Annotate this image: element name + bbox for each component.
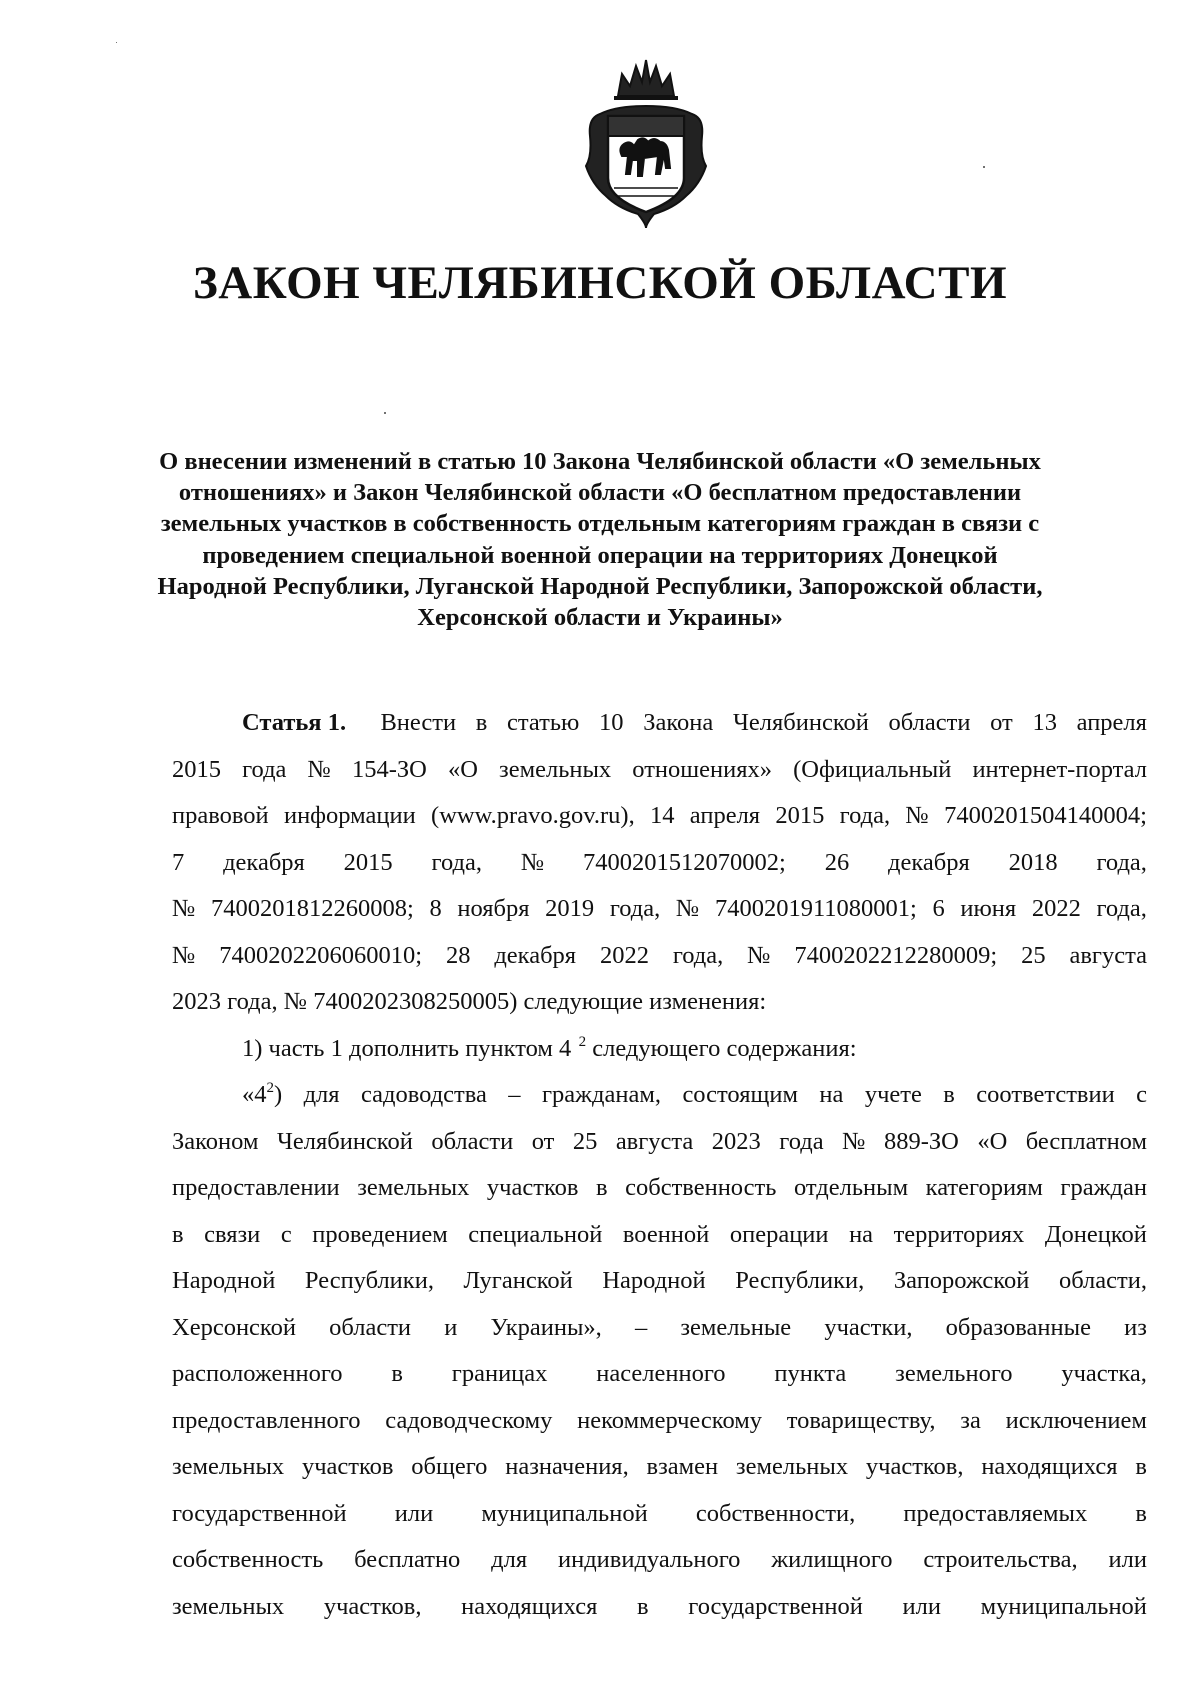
word: гражданам, (541, 1081, 662, 1108)
word: – (634, 1313, 648, 1341)
word: государственной (172, 1499, 347, 1527)
word: 7400201504140004; (944, 802, 1147, 829)
word: предоставлении (172, 1174, 340, 1201)
quote-open-text: «4 (242, 1081, 267, 1108)
word: в (391, 1360, 403, 1387)
word: Украины», (490, 1313, 602, 1341)
word: августа (615, 1127, 694, 1155)
word: в (172, 1220, 184, 1248)
word: 2018 (1008, 848, 1058, 876)
word: № (172, 895, 196, 922)
word: 7400202212280009; (794, 941, 998, 969)
word: в (475, 709, 488, 736)
word: 2015 (775, 802, 825, 829)
word: государственной (688, 1592, 863, 1620)
word: граждан (1060, 1174, 1147, 1201)
word: отдельным (793, 1174, 909, 1201)
text-line (172, 1212, 1147, 1259)
word: земельных (357, 1174, 470, 1201)
word: Закона (643, 709, 714, 736)
subtitle-line: отношениях» и Закон Челябинской области «О бесплатном предоставлении (178, 479, 1022, 507)
coat-of-arms-emblem (578, 56, 714, 234)
word: года (779, 1127, 824, 1155)
word: в (1135, 1499, 1147, 1527)
word: земельных (735, 1453, 849, 1480)
word: специальной (468, 1220, 603, 1248)
subtitle-line: О внесении изменений в статью 10 Закона Челябинской области «О земельных (159, 448, 1041, 475)
word: 25 (1021, 941, 1046, 969)
word: земельных (499, 755, 612, 783)
word: 889-ЗО (883, 1127, 959, 1155)
word: декабря (223, 848, 305, 876)
word: Внести (380, 709, 457, 736)
article-1-first-line (172, 700, 1147, 747)
word: № (905, 802, 929, 829)
quote-sup: 2 (266, 1080, 274, 1096)
word: расположенного (172, 1360, 343, 1387)
word: состоящим (682, 1081, 798, 1108)
word: учете (864, 1081, 922, 1108)
word: земельных (172, 1453, 285, 1480)
quote-lines (172, 1119, 1147, 1631)
text-line (172, 1537, 1147, 1584)
word: 2023 (711, 1127, 761, 1155)
word: года, (1096, 895, 1147, 922)
word: области (888, 709, 971, 736)
word: находящихся (461, 1592, 598, 1620)
text-line (172, 933, 1147, 980)
law-body (172, 700, 1147, 1630)
word: бесплатном (1025, 1127, 1147, 1155)
word: отношениях» (632, 755, 773, 783)
article-label: Статья 1. (242, 709, 347, 736)
word: военной (622, 1220, 710, 1248)
quote-open (242, 1072, 282, 1119)
word: Луганской (463, 1267, 573, 1294)
word: границах (451, 1360, 548, 1387)
text-line (172, 1258, 1147, 1305)
word: исключением (1005, 1406, 1147, 1434)
word: участков (301, 1453, 394, 1480)
word: 7400201512070002; (583, 848, 786, 876)
word: населенного (596, 1360, 726, 1387)
text-line (172, 840, 1147, 887)
word: садоводства (360, 1081, 487, 1108)
word: 13 (1032, 709, 1057, 736)
text-line (172, 1491, 1147, 1538)
word: интернет-портал (972, 755, 1147, 783)
word: 2015 (172, 755, 221, 783)
word: 26 (824, 848, 850, 876)
word: 154-ЗО (352, 755, 427, 783)
word: 10 (599, 709, 624, 736)
word: Законом (172, 1127, 259, 1155)
word: собственность (625, 1174, 777, 1201)
word: или (902, 1592, 941, 1620)
text-line (172, 1398, 1147, 1445)
scan-speck (983, 166, 985, 168)
word: 2022 (599, 941, 649, 969)
word: 8 (429, 895, 442, 922)
word: в (595, 1174, 608, 1201)
word: в (637, 1592, 649, 1620)
word: земельные (680, 1313, 792, 1341)
word: участка, (1061, 1360, 1147, 1387)
text-line (172, 886, 1147, 933)
word: или (394, 1499, 434, 1527)
word: 7400201812260008; (211, 895, 414, 922)
text-line (172, 1444, 1147, 1491)
word: участков, (865, 1453, 964, 1480)
word: декабря (888, 848, 970, 876)
word: 2022 (1031, 895, 1081, 922)
item-1-text (242, 1026, 864, 1073)
word: общего (411, 1453, 488, 1480)
word: строительства, (923, 1546, 1078, 1573)
word: (www.pravo.gov.ru), (431, 802, 635, 829)
word: предоставляемых (903, 1499, 1088, 1527)
word: статью (507, 709, 580, 736)
word: 6 (932, 895, 945, 922)
text-line (172, 1584, 1147, 1631)
text-line (172, 1305, 1147, 1352)
word: июня (960, 895, 1017, 922)
word: муниципальной (980, 1592, 1147, 1620)
word: года, (672, 941, 724, 969)
word: года, (1096, 848, 1147, 876)
subtitle-line: земельных участков в собственность отдельным категориям граждан в связи с (160, 510, 1040, 538)
word: 14 (649, 802, 675, 829)
text-line (172, 1351, 1147, 1398)
word: года, (431, 848, 482, 876)
word: правовой (172, 802, 269, 829)
word: некоммерческому (577, 1406, 762, 1434)
word: 7 (172, 848, 185, 876)
word: для (303, 1081, 340, 1108)
article-1-lines (172, 747, 1147, 1026)
word: области (329, 1313, 412, 1341)
word: № (172, 941, 196, 969)
word: категориям (925, 1174, 1043, 1201)
word: жилищного (771, 1546, 893, 1573)
word: информации (283, 802, 416, 829)
word: на (819, 1081, 844, 1108)
law-title: ЗАКОН ЧЕЛЯБИНСКОЙ ОБЛАСТИ (192, 257, 1008, 309)
word: земельных (172, 1592, 285, 1620)
word: участков (486, 1174, 579, 1201)
subtitle-line: Херсонской области и Украины» (417, 604, 783, 632)
word: земельного (895, 1360, 1013, 1387)
word: садоводческому (385, 1406, 553, 1434)
word: 7400201911080001; (714, 895, 917, 922)
word: 7400202206060010; (219, 941, 423, 969)
word: взамен (646, 1453, 719, 1480)
word: или (1108, 1546, 1147, 1573)
word: 28 (445, 941, 471, 969)
word: связи (204, 1220, 261, 1248)
word: ноября (457, 895, 530, 922)
word: года (242, 755, 287, 783)
word: с (1136, 1081, 1147, 1108)
scan-speck (384, 412, 386, 414)
word: от (990, 709, 1013, 736)
text-line (172, 979, 1147, 1026)
word: предоставленного (172, 1406, 361, 1434)
item-1-before: 1) часть 1 дополнить пунктом 4 (242, 1034, 572, 1062)
subtitle-line: Народной Республики, Луганской Народной Республики, Запорожской области, (157, 572, 1043, 600)
word: Челябинской (276, 1127, 413, 1155)
word: Челябинской (732, 709, 869, 736)
word: – (508, 1081, 521, 1108)
word: № (520, 848, 545, 876)
word: августа (1069, 941, 1147, 969)
word: для (491, 1546, 528, 1573)
text-line (172, 1119, 1147, 1166)
word: образованные (945, 1313, 1091, 1341)
word: Республики, (735, 1267, 865, 1294)
word: Херсонской (172, 1313, 296, 1341)
word: находящихся (981, 1453, 1118, 1480)
word: «О (977, 1127, 1008, 1155)
item-1-after: следующего содержания: (586, 1034, 857, 1062)
word: муниципальной (481, 1499, 648, 1527)
text-line (172, 747, 1147, 794)
word: участки, (824, 1313, 913, 1341)
word: апреля (1076, 709, 1147, 736)
word: года, (839, 802, 891, 829)
text-line (172, 1165, 1147, 1212)
word: на (849, 1220, 874, 1248)
word: индивидуального (557, 1546, 741, 1573)
word: проведением (312, 1220, 448, 1248)
scan-speck (116, 42, 117, 43)
word: апреля (689, 802, 761, 829)
word: и (444, 1313, 458, 1341)
word: назначения, (505, 1453, 629, 1480)
word: соответствии (976, 1081, 1115, 1108)
word: декабря (494, 941, 577, 969)
word: Запорожской (893, 1267, 1030, 1294)
word: в (1135, 1453, 1147, 1480)
law-subtitle (150, 446, 1050, 633)
quote-first-line (172, 1072, 1147, 1119)
word: «О (447, 755, 478, 783)
word: 2023 года, № 7400202308250005) следующие изменения: (172, 988, 767, 1015)
word: за (960, 1406, 981, 1434)
subtitle-line: проведением специальной военной операции на территориях Донецкой (202, 541, 998, 569)
word: области, (1058, 1267, 1147, 1294)
word: пункта (774, 1360, 847, 1387)
word: Донецкой (1044, 1220, 1147, 1248)
word: Республики, (304, 1267, 434, 1294)
word: от (531, 1127, 555, 1155)
quote-suffix: ) (274, 1081, 283, 1108)
word: № (842, 1127, 866, 1155)
word: собственности, (695, 1499, 856, 1527)
word: года, (609, 895, 661, 922)
item-1-sup: 2 (578, 1033, 587, 1050)
text-line (172, 793, 1147, 840)
word: 2019 (545, 895, 595, 922)
word: Народной (602, 1267, 706, 1294)
word: территориях (893, 1220, 1025, 1248)
word: бесплатно (354, 1546, 461, 1573)
item-1-line (172, 1026, 1147, 1073)
word: № (307, 755, 331, 783)
word: (Официальный (793, 755, 952, 783)
word: № (675, 895, 700, 922)
word: из (1124, 1313, 1147, 1341)
word: 2015 (343, 848, 393, 876)
word: операции (729, 1220, 829, 1248)
word: области (431, 1127, 514, 1155)
word: 25 (572, 1127, 598, 1155)
word: участков, (323, 1592, 422, 1620)
word: в (943, 1081, 955, 1108)
word: Народной (172, 1267, 276, 1294)
word: с (280, 1220, 292, 1248)
word: товариществу, (786, 1406, 936, 1434)
word: собственность (172, 1546, 324, 1573)
word: № (747, 941, 771, 969)
